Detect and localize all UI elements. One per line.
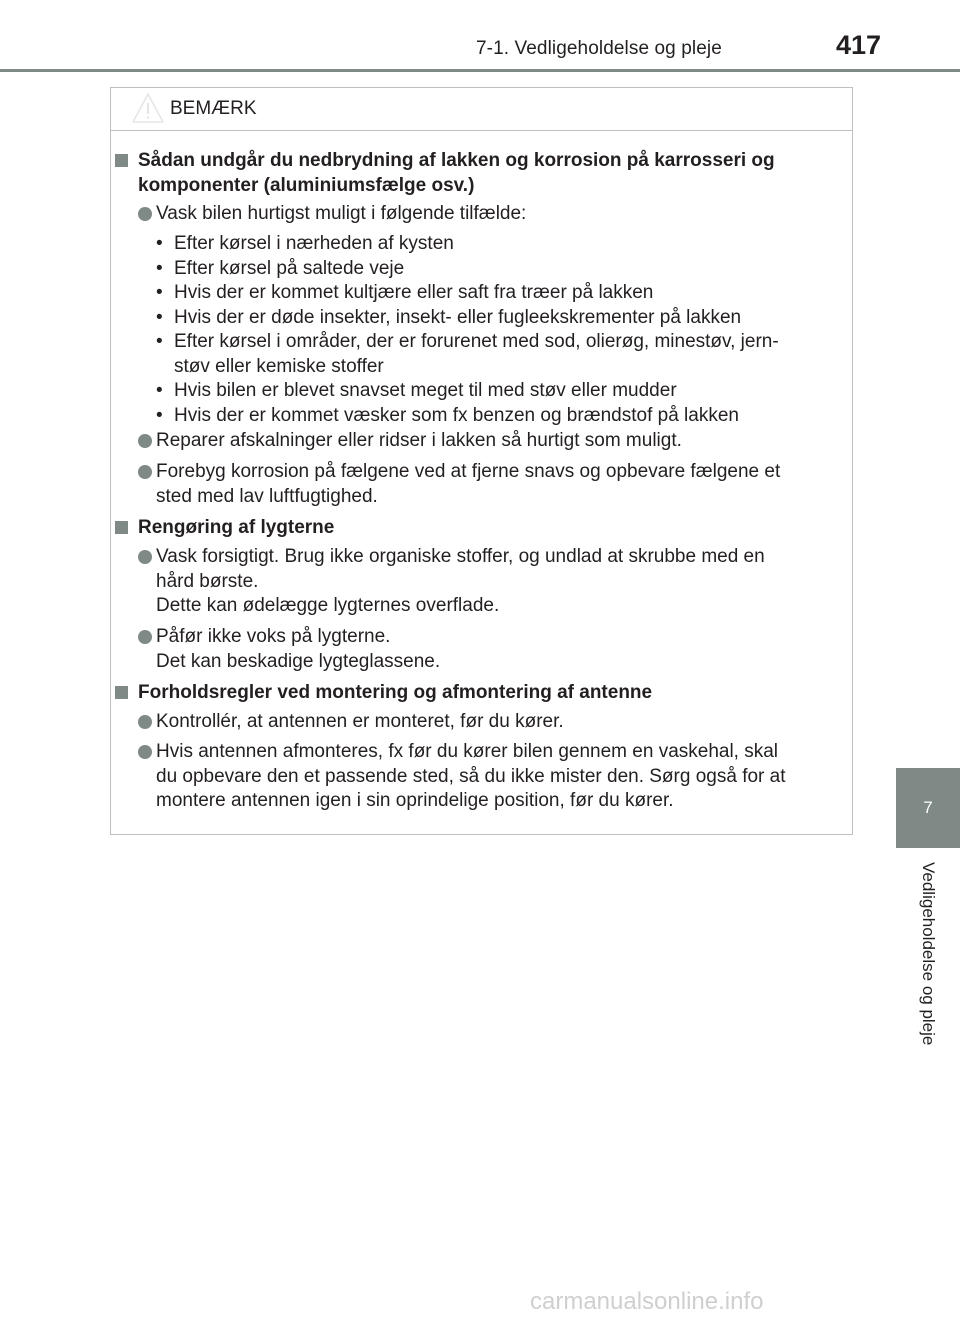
sub-list-item: • Hvis bilen er blevet snavset meget til med støv eller mudder [156, 380, 677, 401]
list-item: Forebyg korrosion på fælgene ved at fjerne snavs og opbevare fælgene et sted med lav luftfugtighed. [156, 460, 846, 509]
sub-list-item: • Efter kørsel på saltede veje [156, 257, 405, 279]
circle-bullet-icon [138, 630, 152, 644]
sub-list-item: • Efter kørsel i nærheden af kysten [156, 233, 454, 254]
sub-list [156, 232, 846, 428]
sub-list-item: • Hvis der er kommet kultjære eller saft fra træer på lakken [156, 282, 654, 303]
list-item: Vask bilen hurtigst muligt i følgende tilfælde: [156, 202, 846, 227]
watermark: carmanualsonline.info [530, 1288, 764, 1315]
circle-bullet-icon [138, 434, 152, 448]
chapter-tab[interactable] [896, 768, 960, 848]
section-title: 7-1. Vedligeholdelse og pleje [476, 38, 722, 59]
circle-bullet-icon [138, 465, 152, 479]
chapter-label: Vedligeholdelse og pleje [919, 862, 938, 1046]
notice-title: BEMÆRK [170, 98, 257, 119]
sub-list-item: • Hvis der er døde insekter, insekt- eller fugleekskrementer på lakken [156, 306, 742, 328]
sub-list-item: • Hvis der er kommet væsker som fx benzen og brændstof på lakken [156, 404, 739, 426]
sub-list-item: • Efter kørsel i områder, der er forurenet med sod, olierøg, minestøv, jern- støv eller kemiske stoffer [156, 331, 779, 377]
page-number: 417 [836, 30, 882, 60]
list-item: Påfør ikke voks på lygterne. Det kan beskadige lygteglassene. [156, 625, 846, 674]
square-bullet-icon [115, 521, 128, 534]
list-item: Hvis antennen afmonteres, fx før du kører bilen gennem en vaskehal, skal du opbevare den et passende sted, så du ikke mister den. Sørg også for at montere antennen igen i sin oprindelige position, før du kører. [156, 740, 846, 814]
chapter-number: 7 [923, 798, 933, 817]
notice-box [110, 87, 853, 835]
circle-bullet-icon [138, 550, 152, 564]
list-item: Reparer afskalninger eller ridser i lakken så hurtigt som muligt. [156, 429, 846, 454]
list-item: Kontrollér, at antennen er monteret, før du kører. [156, 710, 846, 735]
section-heading: Rengøring af lygterne [138, 515, 854, 540]
circle-bullet-icon [138, 745, 152, 759]
header-divider [0, 69, 960, 72]
square-bullet-icon [115, 154, 128, 167]
list-item: Vask forsigtigt. Brug ikke organiske stoffer, og undlad at skrubbe med en hård børste. Dette kan ødelægge lygternes overflade. [156, 545, 846, 619]
warning-triangle-icon [131, 91, 165, 130]
notice-header [111, 88, 852, 131]
section-heading: Sådan undgår du nedbrydning af lakken og korrosion på karrosseri og komponenter (aluminiumsfælge osv.) [138, 148, 854, 198]
circle-bullet-icon [138, 715, 152, 729]
square-bullet-icon [115, 686, 128, 699]
circle-bullet-icon [138, 207, 152, 221]
section-heading: Forholdsregler ved montering og afmontering af antenne [138, 680, 854, 705]
